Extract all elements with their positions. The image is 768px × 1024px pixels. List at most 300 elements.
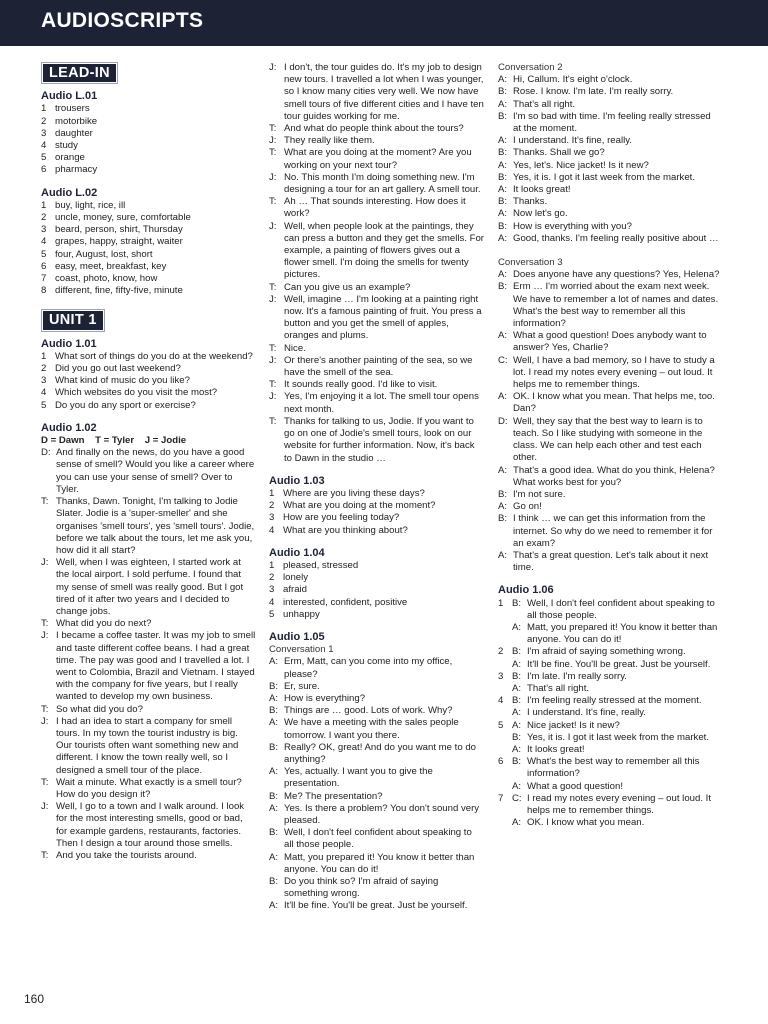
dialogue-line [269, 681, 484, 693]
audio-title: Audio 1.03 [269, 474, 325, 487]
list-item [269, 560, 484, 572]
line-text: I'm feeling really stressed at the moment. [527, 695, 702, 707]
list-item [41, 363, 256, 375]
list-item [269, 609, 484, 621]
dialogue-line [269, 766, 484, 790]
line-text: Thanks for talking to us, Jodie. If you want to go on one of Jodie's smell tours, look on our website for further information. Now, it's back to Dawn in the studio … [284, 415, 475, 464]
item-number: 4 [41, 236, 47, 248]
list-item [269, 584, 484, 596]
dialogue-line [498, 355, 720, 392]
dialogue [269, 656, 484, 912]
audio-title: Audio 1.04 [269, 546, 325, 559]
column-2 [269, 62, 484, 913]
speaker: A: [269, 900, 279, 912]
conversation-label: Conversation 3 [498, 257, 563, 269]
line-text: OK. I know what you mean. That helps me, too. Dan? [513, 391, 715, 415]
page-number: 160 [24, 992, 45, 1006]
speaker: A: [498, 501, 508, 513]
speaker: J: [269, 220, 277, 232]
speaker: A: [269, 717, 279, 729]
speaker: A: [498, 208, 508, 220]
line-text: It sounds really good. I'd like to visit. [284, 379, 438, 391]
item-text: coast, photo, know, how [55, 273, 158, 285]
speaker: A: [269, 766, 279, 778]
dialogue-line [269, 172, 484, 196]
line-text: And you take the tourists around. [56, 849, 197, 861]
item-number: 6 [41, 164, 47, 176]
item-number [498, 622, 512, 646]
item-number: 5 [498, 719, 504, 731]
speaker: B: [498, 110, 508, 122]
item-number: 3 [41, 127, 47, 139]
line-text: Does anyone have any questions? Yes, Helena? [513, 269, 720, 281]
line-text: And what do people think about the tours? [284, 123, 464, 135]
dialogue-line [41, 704, 256, 716]
line-text: I'm so bad with time. I'm feeling really stressed at the moment. [513, 110, 711, 135]
speaker: B: [498, 513, 508, 525]
speaker: A: [498, 232, 508, 244]
line-text: Yes, I'm enjoying it a lot. The smell tour opens next month. [284, 391, 479, 415]
dialogue-line [41, 496, 256, 557]
line-text: Hi, Callum. It's eight o'clock. [513, 74, 633, 86]
speaker: B: [512, 646, 522, 658]
line-text: Thanks. Shall we go? [513, 147, 605, 159]
speaker: B: [498, 220, 508, 232]
list-item [41, 351, 256, 363]
dialogue-line [498, 269, 720, 281]
list-item [41, 285, 256, 297]
item-number: 3 [41, 375, 47, 387]
item-text: lonely [283, 572, 309, 584]
speaker: B: [498, 488, 508, 500]
line-text: Well, I have a bad memory, so I have to study a lot. I read my notes every evening – out loud. It helps me to remember things. [513, 354, 715, 391]
dialogue-line [498, 732, 720, 744]
line-text: Yes. Is there a problem? You don't sound very pleased. [284, 802, 480, 826]
line-text: I had an idea to start a company for smell tours. In my town the tourist industry is big. Our tourists often want something new and different. I know the town really well, so I designed a smell tour of the place. [56, 715, 239, 776]
dialogue-line [269, 343, 484, 355]
item-text: grapes, happy, straight, waiter [55, 236, 183, 248]
dialogue-line [41, 447, 256, 496]
speaker: B: [269, 680, 279, 692]
dialogue-line [498, 720, 720, 732]
dialogue-line [498, 550, 720, 574]
speaker: A: [498, 330, 508, 342]
dialogue-line [498, 135, 720, 147]
dialogue-line [269, 852, 484, 876]
dialogue-line [269, 742, 484, 766]
line-text: Well, imagine … I'm looking at a painting right now. It's a famous painting of fruit. You press a button and you get the smell of apples, oranges and plums. [284, 293, 482, 342]
dialogue-line [269, 147, 484, 171]
audio-title: Audio L.01 [41, 90, 98, 103]
speaker: J: [41, 557, 49, 569]
speaker: B: [512, 670, 522, 682]
speaker: A: [498, 269, 508, 281]
dialogue-line [41, 716, 256, 777]
line-text: No. This month I'm doing something new. I'm designing a tour for an art gallery. A smell tour. [284, 171, 481, 196]
list-item [41, 164, 256, 176]
line-text: That's a good idea. What do you think, Helena? What works best for you? [513, 464, 715, 488]
line-text: Now let's go. [513, 208, 568, 220]
dialogue-line [498, 221, 720, 233]
line-text: Matt, you prepared it! You know it better than anyone. You can do it! [527, 621, 718, 646]
item-text: What sort of things do you do at the weekend? [55, 350, 253, 362]
item-text: orange [55, 152, 85, 164]
line-text: I read my notes every evening – out loud. It helps me to remember things. [527, 792, 711, 816]
dialogue-line [498, 160, 720, 172]
dialogue-line [269, 379, 484, 391]
line-text: Thanks, Dawn. Tonight, I'm talking to Jodie Slater. Jodie is a 'super-smeller' and she organises 'smell tours', yes 'smell tours'. Jodie, before we talk about the tours, let me ask you, how did it all start? [56, 496, 255, 556]
dialogue-line [41, 801, 256, 850]
item-number: 7 [498, 792, 504, 804]
speaker: B: [269, 705, 279, 717]
line-text: Or there's another painting of the sea, so we have the smell of the sea. [284, 354, 473, 379]
dialogue [498, 74, 720, 245]
dialogue-line [269, 282, 484, 294]
item-number: 1 [269, 559, 275, 571]
dialogue-line [498, 465, 720, 489]
line-text: I understand. It's fine, really. [513, 135, 632, 147]
item-number: 2 [498, 646, 504, 658]
header-bar [0, 0, 768, 46]
speaker: J: [41, 801, 49, 813]
dialogue-line [498, 817, 720, 829]
dialogue-line [498, 111, 720, 135]
column-3 [498, 62, 720, 829]
list-item [41, 128, 256, 140]
item-number [498, 744, 512, 756]
line-text: It'll be fine. You'll be great. Just be yourself. [527, 658, 711, 670]
speaker: B: [512, 731, 522, 743]
item-text: trousers [55, 103, 90, 115]
speaker: B: [498, 171, 508, 183]
line-text: Yes, actually. I want you to give the presentation. [284, 766, 433, 790]
dialogue [498, 269, 720, 574]
item-number: 5 [269, 608, 275, 620]
section-label-unit-1: UNIT 1 [43, 311, 103, 329]
item-text: buy, light, rice, ill [55, 199, 126, 211]
dialogue-line [41, 777, 256, 801]
dialogue-line [498, 281, 720, 330]
line-text: I became a coffee taster. It was my job to smell and taste different coffee beans. I had a great time. The pay was good and I travelled a lot. I went to Colombia, Brazil and Vietnam. I stayed with the company for five years, but I really wanted to develop my own business. [56, 630, 256, 703]
speaker: T: [41, 776, 49, 788]
item-number: 2 [41, 115, 47, 127]
numbered-list [269, 560, 484, 621]
item-text: unhappy [283, 608, 320, 620]
line-text: Yes, it is. I got it last week from the market. [527, 731, 709, 743]
item-number: 1 [41, 199, 47, 211]
speaker: A: [269, 802, 279, 814]
speaker: A: [512, 682, 522, 694]
line-text: How is everything with you? [513, 220, 632, 232]
dialogue-line [498, 391, 720, 415]
list-item [41, 236, 256, 248]
item-number: 1 [41, 350, 47, 362]
line-text: Nice jacket! Is it new? [527, 719, 620, 731]
item-text: daughter [55, 127, 93, 139]
line-text: I think … we can get this information from the internet. So why do we need to remember it for an exam? [513, 513, 713, 549]
speaker: D: [498, 415, 508, 427]
speaker: B: [512, 756, 522, 768]
line-text: Erm, Matt, can you come into my office, please? [284, 656, 453, 680]
item-text: pleased, stressed [283, 559, 359, 571]
numbered-list [41, 351, 256, 412]
list-item [41, 200, 256, 212]
item-text: Did you go out last weekend? [55, 363, 181, 375]
line-text: Can you give us an example? [284, 281, 411, 293]
item-text: interested, confident, positive [283, 596, 408, 608]
line-text: What are you doing at the moment? Are you working on your next tour? [284, 147, 472, 171]
line-text: Things are … good. Lots of work. Why? [284, 705, 453, 717]
speaker: T: [269, 415, 277, 427]
line-text: OK. I know what you mean. [527, 817, 645, 829]
section-label-lead-in: LEAD-IN [43, 64, 116, 82]
line-text: It looks great! [513, 184, 571, 196]
speaker: A: [512, 817, 522, 829]
list-item [41, 273, 256, 285]
dialogue-line [498, 489, 720, 501]
line-text: It'll be fine. You'll be great. Just be yourself. [284, 900, 468, 912]
dialogue-line [498, 756, 720, 780]
item-number [498, 683, 512, 695]
list-item [41, 400, 256, 412]
speaker: A: [498, 464, 508, 476]
item-text: study [55, 140, 78, 152]
dialogue-line [498, 172, 720, 184]
item-number: 2 [269, 500, 275, 512]
line-text: That's all right. [513, 98, 576, 110]
dialogue-line [498, 501, 720, 513]
list-item [41, 261, 256, 273]
line-text: Well, I don't feel confident about speaking to all those people. [284, 827, 472, 851]
line-text: Wait a minute. What exactly is a smell tour? How do you design it? [56, 776, 242, 800]
speaker: T: [269, 147, 277, 159]
dialogue-line [498, 99, 720, 111]
dialogue-line [41, 557, 256, 618]
speaker: A: [269, 656, 279, 668]
item-number: 3 [41, 224, 47, 236]
dialogue-line [269, 294, 484, 343]
column-1 [41, 62, 256, 862]
list-item [269, 597, 484, 609]
dialogue-line [498, 646, 720, 658]
dialogue-line [269, 196, 484, 220]
line-text: I'm not sure. [513, 488, 566, 500]
line-text: What's the best way to remember all this information? [527, 756, 700, 780]
item-number: 5 [41, 399, 47, 411]
speaker: J: [269, 171, 277, 183]
line-text: Well, I don't feel confident about speaking to all those people. [527, 597, 715, 621]
line-text: Good, thanks. I'm feeling really positive about … [513, 232, 719, 244]
dialogue-line [269, 693, 484, 705]
item-text: How are you feeling today? [283, 512, 400, 524]
dialogue-line [498, 233, 720, 245]
list-item [41, 249, 256, 261]
speaker: T: [41, 618, 49, 630]
speaker: A: [498, 184, 508, 196]
line-text: So what did you do? [56, 703, 143, 715]
item-text: Where are you living these days? [283, 487, 425, 499]
dialogue-line [269, 827, 484, 851]
speaker: T: [269, 281, 277, 293]
list-item [41, 375, 256, 387]
dialogue-line [269, 123, 484, 135]
dialogue-line [269, 717, 484, 741]
speaker: B: [498, 86, 508, 98]
item-number [498, 732, 512, 744]
dialogue-line [498, 330, 720, 354]
speaker: B: [269, 827, 279, 839]
item-number: 8 [41, 285, 47, 297]
dialogue-line [269, 391, 484, 415]
item-number: 4 [41, 387, 47, 399]
speaker: B: [512, 695, 522, 707]
speaker: J: [269, 354, 277, 366]
item-number: 1 [41, 103, 47, 115]
dialogue-line [498, 513, 720, 550]
item-text: uncle, money, sure, comfortable [55, 212, 191, 224]
item-number: 4 [269, 596, 275, 608]
item-text: beard, person, shirt, Thursday [55, 224, 183, 236]
dialogue-line [498, 208, 720, 220]
speaker: A: [512, 719, 522, 731]
dialogue-line [498, 147, 720, 159]
item-text: What kind of music do you like? [55, 375, 190, 387]
line-text: Well, when I was eighteen, I started work at the local airport. I sold perfume. I found that my sense of smell was really good. But I got tired of it after two years and I decided to change jobs. [56, 557, 244, 617]
speaker: J: [269, 293, 277, 305]
dialogue-line [269, 355, 484, 379]
dialogue-line [498, 781, 720, 793]
dialogue-line [498, 659, 720, 671]
item-number: 6 [498, 756, 504, 768]
item-number [498, 817, 512, 829]
item-text: Which websites do you visit the most? [55, 387, 218, 399]
dialogue-line [41, 618, 256, 630]
line-text: Go on! [513, 501, 542, 513]
speaker: A: [498, 159, 508, 171]
speaker: J: [41, 630, 49, 642]
dialogue [41, 447, 256, 862]
speaker: B: [498, 196, 508, 208]
list-item [41, 212, 256, 224]
speaker: T: [41, 849, 49, 861]
dialogue-line [498, 416, 720, 465]
line-text: Well, I go to a town and I walk around. I look for the most interesting smells, good or bad, for example gardens, restaurants, factories. Then I design a tour around those smells. [56, 801, 245, 849]
speaker-legend: D = Dawn T = Tyler J = Jodie [41, 435, 187, 447]
item-number: 4 [498, 695, 504, 707]
dialogue-line [269, 803, 484, 827]
line-text: We have a meeting with the sales people tomorrow. I want you there. [284, 717, 459, 741]
speaker: A: [512, 743, 522, 755]
speaker: B: [269, 876, 279, 887]
dialogue-line [269, 62, 484, 123]
list-item [269, 488, 484, 500]
dialogue-line [41, 630, 256, 703]
line-text: Matt, you prepared it! You know it better than anyone. You can do it! [284, 851, 475, 875]
dialogue-line [498, 184, 720, 196]
speaker: A: [512, 658, 522, 670]
dialogue-line [498, 744, 720, 756]
numbered-list [41, 103, 256, 176]
line-text: Yes, let's. Nice jacket! Is it new? [513, 159, 649, 171]
list-item [41, 116, 256, 128]
item-text: four, August, lost, short [55, 248, 153, 260]
speaker: A: [269, 692, 279, 704]
dialogue-line [269, 135, 484, 147]
speaker: J: [269, 391, 277, 403]
dialogue-line [498, 86, 720, 98]
dialogue [269, 62, 484, 465]
dialogue-line [269, 876, 484, 900]
speaker: B: [512, 597, 522, 609]
speaker: A: [498, 391, 508, 403]
speaker: T: [41, 703, 49, 715]
line-text: That's all right. [527, 682, 590, 694]
item-text: Do you do any sport or exercise? [55, 399, 196, 411]
item-text: motorbike [55, 115, 98, 127]
line-text: What did you do next? [56, 618, 152, 630]
list-item [269, 525, 484, 537]
speaker: C: [512, 792, 522, 804]
item-text: afraid [283, 584, 307, 596]
line-text: Well, they say that the best way to learn is to teach. So I like studying with someone in the class. We can help each other and test each other. [513, 415, 703, 464]
speaker: A: [498, 549, 508, 561]
dialogue-line [498, 793, 720, 817]
item-number: 3 [498, 670, 504, 682]
speaker: A: [498, 135, 508, 147]
speaker: T: [269, 342, 277, 354]
line-text: Really? OK, great! And do you want me to do anything? [284, 741, 476, 765]
line-text: Erm … I'm worried about the exam next week. We have to remember a lot of names and dates. What's the best way to remember all this information? [513, 281, 719, 330]
numbered-list [41, 200, 256, 298]
speaker: B: [269, 741, 279, 753]
line-text: What a good question! [527, 780, 624, 792]
item-number: 1 [498, 597, 504, 609]
list-item [41, 103, 256, 115]
item-number: 6 [41, 260, 47, 272]
line-text: Do you think so? I'm afraid of saying something wrong. [284, 876, 439, 900]
dialogue-line [498, 683, 720, 695]
speaker: A: [512, 780, 522, 792]
dialogue-line [269, 705, 484, 717]
item-text: What are you thinking about? [283, 524, 408, 536]
line-text: That's a great question. Let's talk about it next time. [513, 549, 709, 574]
line-text: Ah … That sounds interesting. How does it work? [284, 196, 466, 220]
audio-title: Audio 1.05 [269, 630, 325, 643]
speaker: A: [498, 74, 508, 86]
line-text: How is everything? [284, 692, 366, 704]
dialogue-line [498, 622, 720, 646]
item-number: 4 [269, 524, 275, 536]
list-item [269, 512, 484, 524]
speaker: J: [269, 135, 277, 147]
speaker: D: [41, 447, 51, 459]
speaker: T: [269, 196, 277, 208]
line-text: I don't, the tour guides do. It's my job to design new tours. I travelled a lot when I was younger, so I know many cities very well. We now have smell tours of five different cities and I have ten tour guides working for me. [284, 62, 484, 122]
line-text: And finally on the news, do you have a good sense of smell? Would you like a career where you can use your sense of smell? Over to Tyler. [56, 447, 255, 495]
item-number: 2 [269, 572, 275, 584]
dialogue-line [269, 221, 484, 282]
line-text: What a good question! Does anybody want to answer? Yes, Charlie? [513, 330, 707, 354]
list-item [41, 152, 256, 164]
conversation-label: Conversation 2 [498, 62, 563, 73]
dialogue-line [498, 695, 720, 707]
item-number: 5 [41, 152, 47, 164]
dialogue-line [269, 900, 484, 912]
line-text: Nice. [284, 342, 306, 354]
item-number: 2 [41, 212, 47, 224]
list-item [269, 500, 484, 512]
numbered-list [269, 488, 484, 537]
